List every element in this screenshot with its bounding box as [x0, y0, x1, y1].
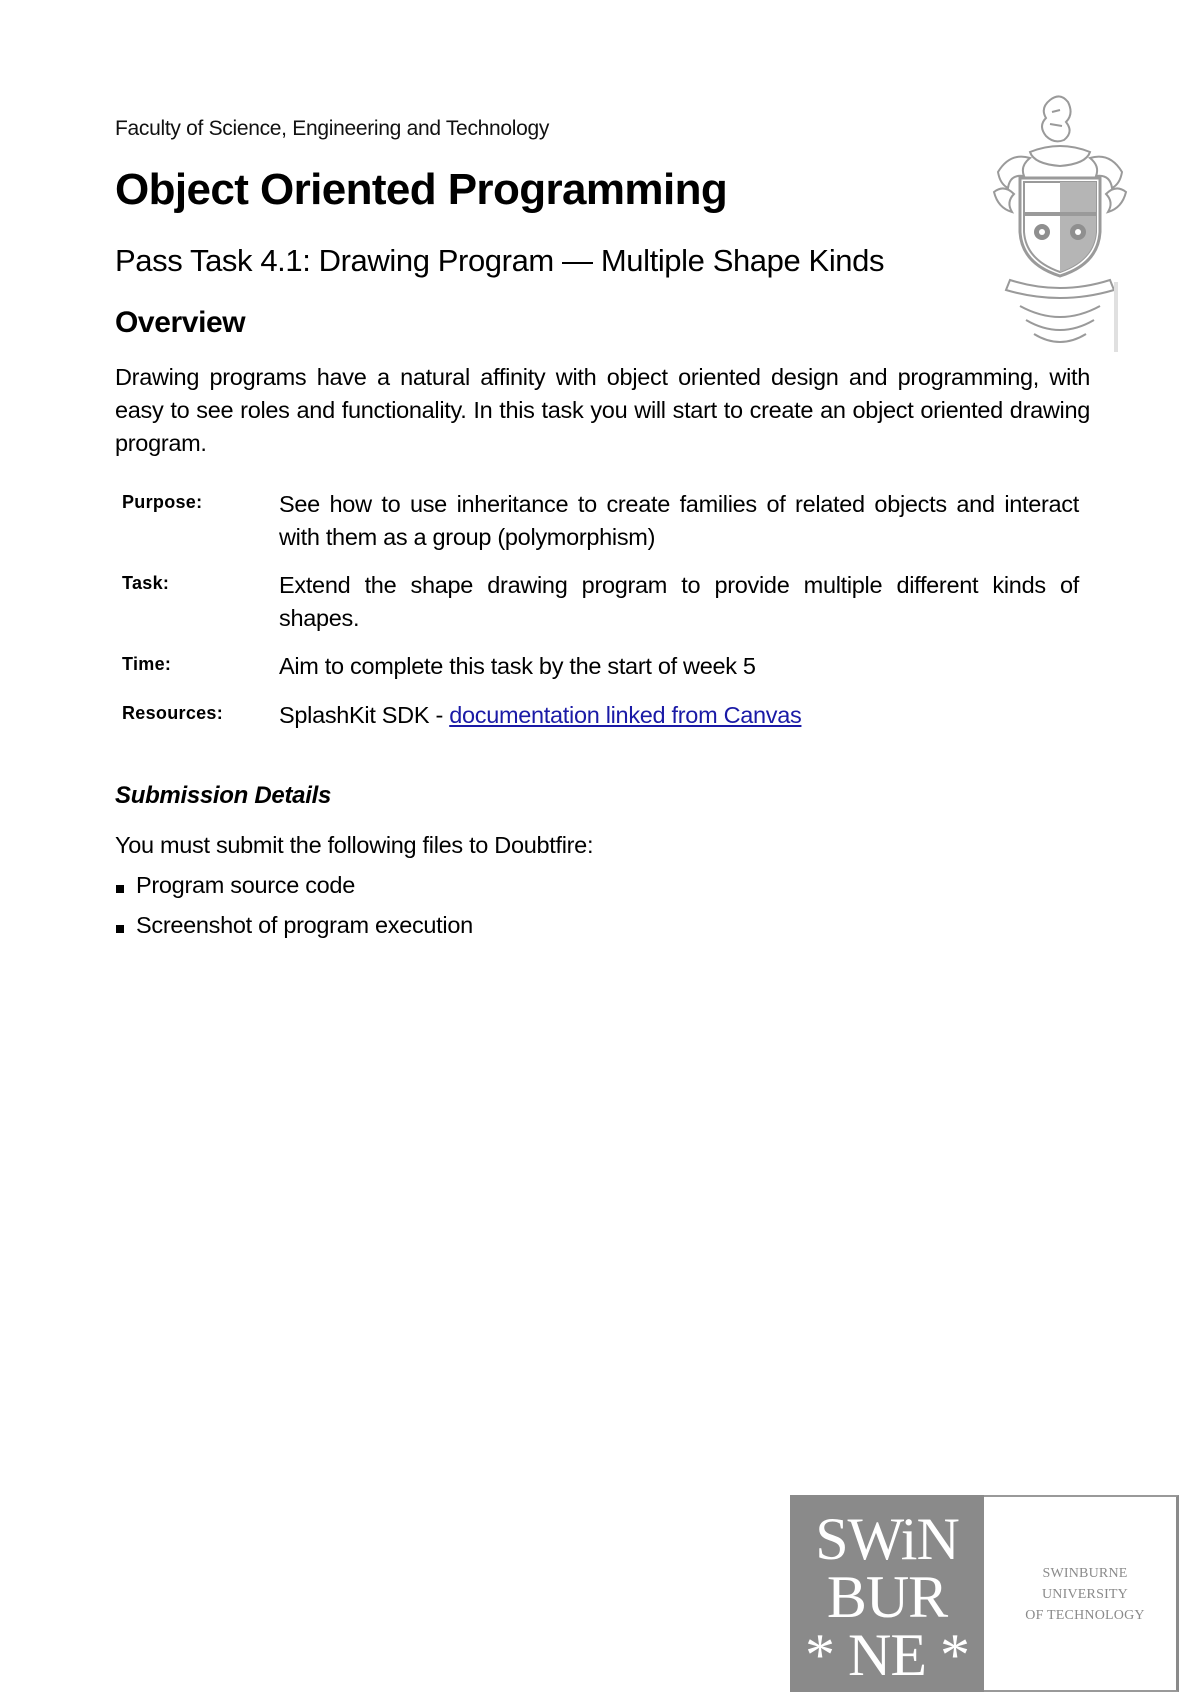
- task-label: Task:: [122, 573, 170, 593]
- list-item: [115, 872, 473, 912]
- bullet-icon: [116, 885, 124, 893]
- logo-line-3: * NE *: [805, 1622, 969, 1688]
- time-label: Time:: [122, 654, 172, 674]
- resources-value: [279, 699, 1079, 732]
- course-title: Object Oriented Programming: [115, 165, 728, 214]
- overview-text: Drawing programs have a natural affinity with object oriented design and programming, with easy to see roles and functionality. In this task you will start to create an object oriented drawing program.: [115, 364, 1090, 456]
- logo-line-1: SWiN: [815, 1506, 959, 1572]
- logo-caption-line-2: OF TECHNOLOGY: [1025, 1608, 1145, 1623]
- list-item-text: Screenshot of program execution: [136, 912, 473, 938]
- list-item-text: Program source code: [136, 872, 355, 898]
- bullet-icon: [116, 925, 124, 933]
- faculty-name: Faculty of Science, Engineering and Technology: [115, 117, 550, 140]
- university-crest-icon: [990, 92, 1130, 362]
- logo-caption-line-1: SWINBURNE UNIVERSITY: [1042, 1566, 1128, 1602]
- logo-wordmark-box: [790, 1495, 984, 1692]
- submission-heading: Submission Details: [115, 782, 331, 809]
- logo-caption: [1000, 1563, 1170, 1626]
- overview-heading: Overview: [115, 306, 246, 339]
- resources-prefix: SplashKit SDK -: [279, 702, 450, 728]
- purpose-value: See how to use inheritance to create families of related objects and interact with them as a group (polymorphism): [279, 491, 1079, 550]
- submission-intro: You must submit the following files to Doubtfire:: [115, 832, 594, 858]
- purpose-label: Purpose:: [122, 492, 203, 512]
- logo-line-2: BUR: [826, 1564, 948, 1630]
- resources-label: Resources:: [122, 703, 224, 723]
- task-value: Extend the shape drawing program to provide multiple different kinds of shapes.: [279, 572, 1079, 631]
- time-value: Aim to complete this task by the start of week 5: [279, 653, 756, 679]
- task-title: Pass Task 4.1: Drawing Program — Multiple Shape Kinds: [115, 243, 885, 278]
- swinburne-logo: [790, 1495, 1180, 1692]
- submission-list: [115, 872, 473, 952]
- documentation-link[interactable]: documentation linked from Canvas: [449, 702, 802, 728]
- list-item: [115, 912, 473, 952]
